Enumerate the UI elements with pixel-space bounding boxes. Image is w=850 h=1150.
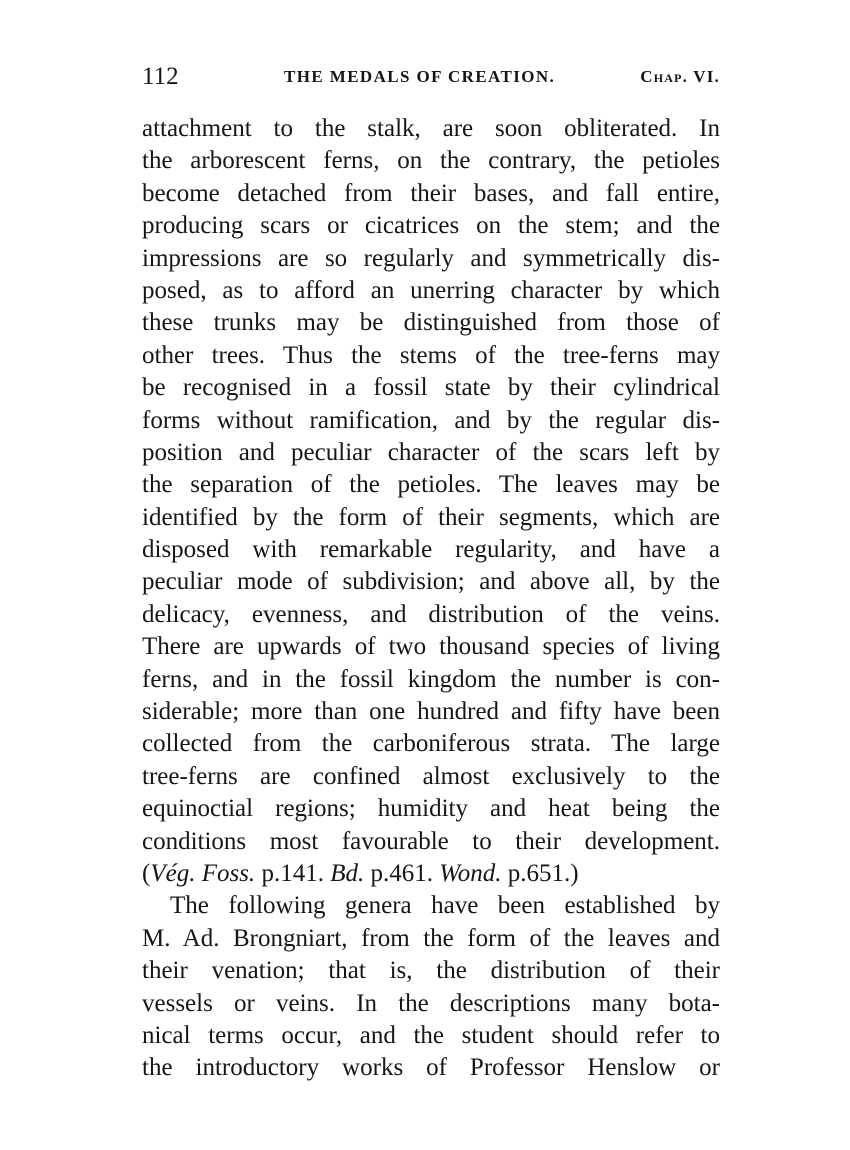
text-line: be recognised in a fossil state by their cylindrical (142, 374, 720, 402)
body-text (142, 113, 720, 1085)
text-line: collected from the carboniferous strata. The large (142, 730, 720, 758)
text-line: other trees. Thus the stems of the tree-ferns may (142, 341, 720, 369)
text-line: position and peculiar character of the scars left by (142, 438, 720, 466)
page-number: 112 (142, 63, 179, 90)
text-line: siderable; more than one hundred and fifty have been (142, 698, 720, 726)
citation-vegetaux-fossiles: Vég. Foss. (150, 859, 256, 887)
citation-bridgewater-page: p.461. (364, 859, 440, 887)
citation-bridgewater: Bd. (330, 859, 365, 887)
citation-open: ( (142, 859, 151, 887)
text-line: identified by the form of their segments, which are (142, 503, 720, 531)
text-line: conditions most favourable to their development. (142, 827, 720, 855)
text-line: M. Ad. Brongniart, from the form of the leaves and (142, 924, 720, 952)
running-title: THE MEDALS OF CREATION. (284, 67, 556, 86)
text-line: There are upwards of two thousand species of living (142, 633, 720, 661)
text-line: nical terms occur, and the student should refer to (142, 1021, 720, 1049)
text-line: producing scars or cicatrices on the stem; and the (142, 212, 720, 240)
chapter-reference: Chap. VI. (640, 67, 720, 86)
text-line: equinoctial regions; humidity and heat being the (142, 795, 720, 823)
text-line: the separation of the petioles. The leaves may be (142, 471, 720, 499)
text-line: disposed with remarkable regularity, and have a (142, 536, 720, 564)
citation-wonders-page: p.651.) (501, 859, 579, 887)
citation-wonders: Wond. (439, 859, 502, 887)
text-line: their venation; that is, the distribution of their (142, 957, 720, 985)
text-line: delicacy, evenness, and distribution of the veins. (142, 600, 720, 628)
text-line: ferns, and in the fossil kingdom the number is con- (142, 665, 720, 693)
text-line: The following genera have been established by (170, 892, 720, 920)
text-line: these trunks may be distinguished from those of (142, 309, 720, 337)
text-line: the introductory works of Professor Henslow or (142, 1054, 720, 1082)
text-line: tree-ferns are confined almost exclusively to the (142, 762, 720, 790)
text-line: become detached from their bases, and fall entire, (142, 179, 720, 207)
text-line: vessels or veins. In the descriptions many bota- (142, 989, 720, 1017)
running-head (142, 62, 720, 92)
text-line: posed, as to afford an unerring character by which (142, 276, 720, 304)
text-line: impressions are so regularly and symmetrically dis- (142, 244, 720, 272)
text-line: the arborescent ferns, on the contrary, the petioles (142, 147, 720, 175)
text-line: forms without ramification, and by the regular dis- (142, 406, 720, 434)
citation-vegetaux-page: p.141. (255, 859, 331, 887)
text-line: attachment to the stalk, are soon obliterated. In (142, 115, 720, 142)
text-line: peculiar mode of subdivision; and above all, by the (142, 568, 720, 596)
citation-line (142, 858, 720, 890)
